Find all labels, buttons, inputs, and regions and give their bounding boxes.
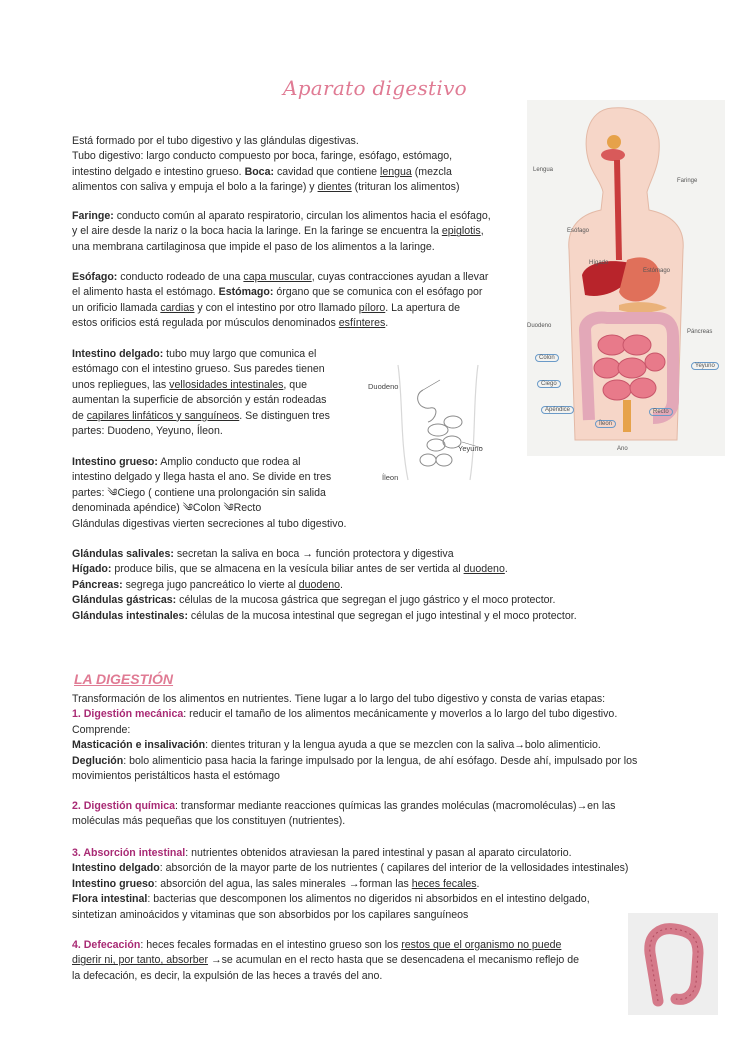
defecacion: 4. Defecación: heces fecales formadas en el intestino grueso son los restos que el organismo no puede digerir ni, por tanto, absorber →se acumulan en el recto hasta que se desencadena el mecanismo reflejo de la defecación, es decir, la expulsión de las heces a través del ano. bbox=[72, 939, 580, 982]
section-heading-digestion: LA DIGESTIÓN bbox=[74, 671, 174, 687]
digestive-system-illustration bbox=[527, 100, 725, 456]
label-duodeno: Duodeno bbox=[527, 323, 552, 329]
label-ano: Ano bbox=[617, 446, 628, 452]
delgado-paragraph: Intestino delgado: tubo muy largo que comunica el estómago con el intestino grueso. Sus paredes tienen unos repliegues, las vellosidades intestinales, que aumentan la superficie de absorción y están rodeadas de capilares linfáticos y sanguíneos. Se distinguen tres partes: Duodeno, Yeyuno, Íleon. bbox=[72, 348, 330, 438]
label-ileon: Íleon bbox=[595, 420, 616, 428]
esofago-paragraph: Esófago: conducto rodeado de una capa muscular, cuyas contracciones ayudan a llevar el alimento hasta el estómago. Estómago: órgano que se comunica con el esófago por un orificio llamada cardias y con el intestino por otro llamado píloro. La apertura de estos orificios está regulada por músculos denominados esfínteres. bbox=[72, 271, 489, 330]
label-ciego: Ciego bbox=[537, 380, 561, 388]
label-faringe: Faringe bbox=[677, 178, 698, 184]
label-colon: Colon bbox=[535, 354, 559, 362]
label-esofago: Esófago bbox=[567, 228, 590, 234]
digestion-quimica: 2. Digestión química: transformar mediante reacciones químicas las grandes moléculas (macromoléculas)→en las moléculas más pequeñas que los constituyen (nutrientes). bbox=[72, 800, 616, 828]
page-title: Aparato digestivo bbox=[282, 76, 468, 100]
label-yeyuno: Yeyuno bbox=[691, 362, 719, 370]
digestion-section: Transformación de los alimentos en nutrientes. Tiene lugar a lo largo del tubo digestivo y consta de varias etapas: 1. Digestión mecánica: reducir el tamaño de los alimentos mecánicamente y moverlos a lo largo del tubo digestivo. Comprende: Masticación e insalivación: dientes trituran y la lengua ayuda a que se mezclen con la saliva→bolo alimenticio. Deglución: bolo alimenticio pasa hacia la faringe impulsado por la lengua, de ahí esófago. Desde ahí, impulsado por los movimientos peristálticos hasta el estómago bbox=[72, 693, 638, 783]
intro-paragraph: Está formado por el tubo digestivo y las glándulas digestivas. Tubo digestivo: largo conducto compuesto por boca, faringe, esófago, estómago, intestino delgado e intestino grueso. Boca: cavidad que contiene lengua (mezcla alimentos con saliva y empuja el bolo a la faringe) y dientes (trituran los alimentos) bbox=[72, 135, 460, 194]
label-lengua: Lengua bbox=[533, 167, 554, 173]
large-intestine-image bbox=[628, 913, 718, 1015]
absorcion-intestinal: 3. Absorción intestinal: nutrientes obtenidos atraviesan la pared intestinal y pasan al aparato circulatorio. Intestino delgado: absorción de la mayor parte de los nutrientes ( capilares del interior de la vellosidades intestinales) Intestino grueso: absorción del agua, las sales minerales →forman las heces fecales. Flora intestinal: bacterias que descomponen los alimentos no digeridos ni absorbidos en el intestino delgado, sintetizan aminoácidos y vitaminas que son absorbidos por los capilares sanguíneos bbox=[72, 847, 629, 921]
digestive-system-figure bbox=[527, 100, 725, 456]
large-intestine-illustration bbox=[628, 913, 718, 1015]
label-higado: Hígado bbox=[589, 260, 609, 266]
glandulas-paragraph: Glándulas salivales: secretan la saliva en boca → función protectora y digestiva Hígado: produce bilis, que se almacena en la vesícula biliar antes de ser vertida al duodeno. Páncreas: segrega jugo pancreático lo vierte al duodeno. Glándulas gástricas: células de la mucosa gástrica que segregan el jugo gástrico y el moco protector. Glándulas intestinales: células de la mucosa intestinal que segregan el jugo intestinal y el moco protector. bbox=[72, 548, 577, 622]
label-estomago: Estómago bbox=[643, 268, 671, 274]
label-duodeno-small: Duodeno bbox=[368, 382, 399, 391]
label-apendice: Apéndice bbox=[541, 406, 574, 414]
label-ileon-small: Íleon bbox=[382, 473, 399, 482]
faringe-paragraph: Faringe: conducto común al aparato respiratorio, circulan los alimentos hacia el esófago, y el aire desde la nariz o la boca hacia la laringe. En la faringe se encuentra la epiglotis, una membrana cartilaginosa que impide el paso de los alimentos a la laringe. bbox=[72, 210, 491, 253]
label-recto: Recto bbox=[649, 408, 673, 416]
small-intestine-illustration bbox=[378, 360, 500, 488]
label-yeyuno-small: Yeyuno bbox=[458, 444, 483, 453]
small-intestine-figure bbox=[368, 360, 500, 488]
grueso-paragraph: Intestino grueso: Amplio conducto que rodea al intestino delgado y llega hasta el ano. Se divide en tres partes: ༄Ciego ( contiene una prolongación sin salida denominada apéndice) ༄Colon ༄Recto Glándulas digestivas vierten secreciones al tubo digestivo. bbox=[72, 456, 347, 530]
label-pancreas: Páncreas bbox=[687, 329, 713, 335]
